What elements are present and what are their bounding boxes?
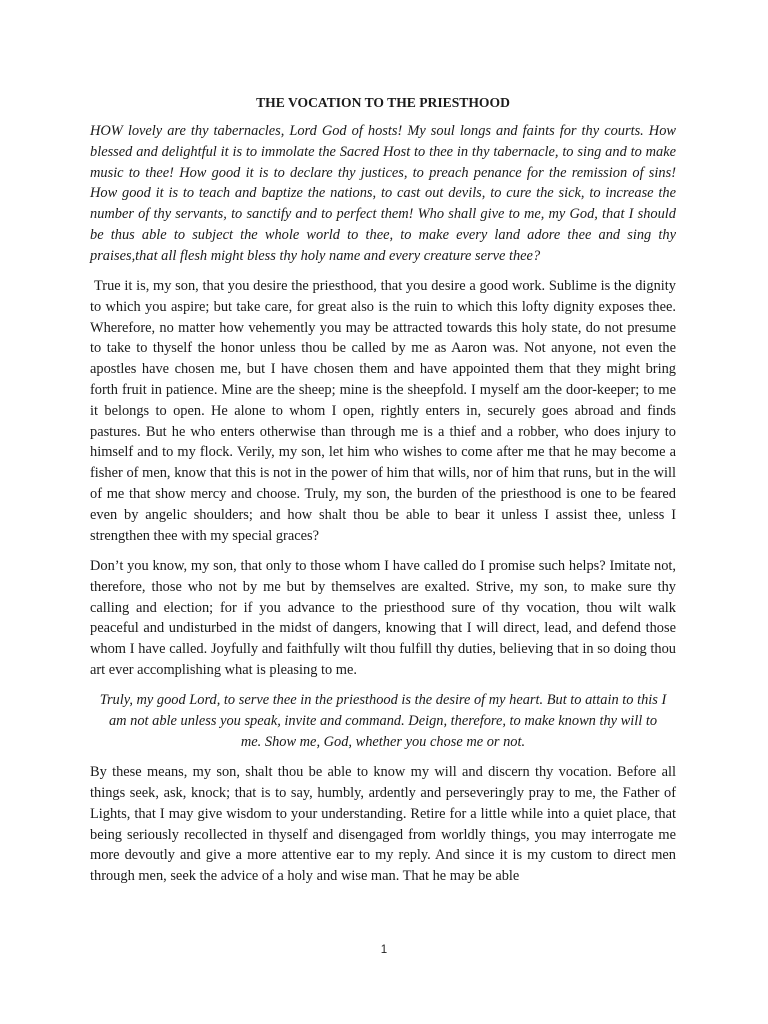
paragraph-prayer-response: Truly, my good Lord, to serve thee in the priesthood is the desire of my heart. But to attain to this I am not able unless you speak, invite and command. Deign, therefore, to make known thy will to me. Show me, God, whether you chose me or not.: [99, 692, 667, 750]
paragraph-dont-you-know: Don’t you know, my son, that only to those whom I have called do I promise such helps? Imitate not, therefore, those who not by me but by themselves are exalted. Strive, my son, to make sure thy calling and election; for if you advance to the priesthood sure of thy vocation, thou wilt walk peaceful and undisturbed in the midst of dangers, knowing that I will direct, lead, and defend those whom I have called. Joyfully and faithfully wilt thou fulfill thy duties, believing that in so doing thou art ever accomplishing what is pleasing to me.: [90, 557, 676, 678]
document-page: [90, 94, 676, 896]
document-title: THE VOCATION TO THE PRIESTHOOD: [256, 95, 510, 110]
paragraph-true-it-is: True it is, my son, that you desire the priesthood, that you desire a good work. Sublime is the dignity to which you aspire; but take care, for great also is the ruin to which this lofty dignity exposes thee. Wherefore, no matter how vehemently you may be attracted towards this holy state, do not presume to take to thyself the honor unless thou be called by me as Aaron was. Not anyone, not even the apostles have chosen me, but I have chosen them and have appointed them that they might bring forth fruit in patience. Mine are the sheep; mine is the sheepfold. I myself am the door-keeper; to me it belongs to open. He alone to whom I open, rightly enters in, securely goes abroad and finds pastures. But he who enters otherwise than through me is a thief and a robber, who does injury to himself and to my flock. Verily, my son, let him who wishes to come after me that he may become a fisher of men, know that this is not in the power of him that wills, nor of him that runs, but in the will of me that show mercy and choose. Truly, my son, the burden of the priesthood is one to be feared even by angelic shoulders; and how shalt thou be able to bear it unless I assist thee, unless I strengthen thee with my special graces?: [90, 278, 676, 544]
page-number: 1: [380, 944, 388, 956]
paragraph-prayer-opening: HOW lovely are thy tabernacles, Lord God of hosts! My soul longs and faints for thy courts. How blessed and delightful it is to immolate the Sacred Host to thee in thy tabernacle, to sing and to make music to thee! How good it is to declare thy justices, to preach penance for the remission of sins! How good it is to teach and baptize the nations, to cast out devils, to cure the sick, to increase the number of thy servants, to sanctify and to perfect them! Who shall give to me, my God, that I should be thus able to subject the whole world to thee, to make every land adore thee and sing thy praises,that all flesh might bless thy holy name and every creature serve thee?: [90, 123, 676, 264]
paragraph-by-these-means: By these means, my son, shalt thou be able to know my will and discern thy vocation. Before all things seek, ask, knock; that is to say, humbly, ardently and perseveringly pray to me, the Father of Lights, that I may give wisdom to your understanding. Retire for a little while into a quiet place, that being seriously recollected in thyself and disengaged from worldly things, you may interrogate me more devoutly and give a more attentive ear to my reply. And since it is my custom to direct men through men, seek the advice of a holy and wise man. That he may be able: [90, 764, 676, 885]
